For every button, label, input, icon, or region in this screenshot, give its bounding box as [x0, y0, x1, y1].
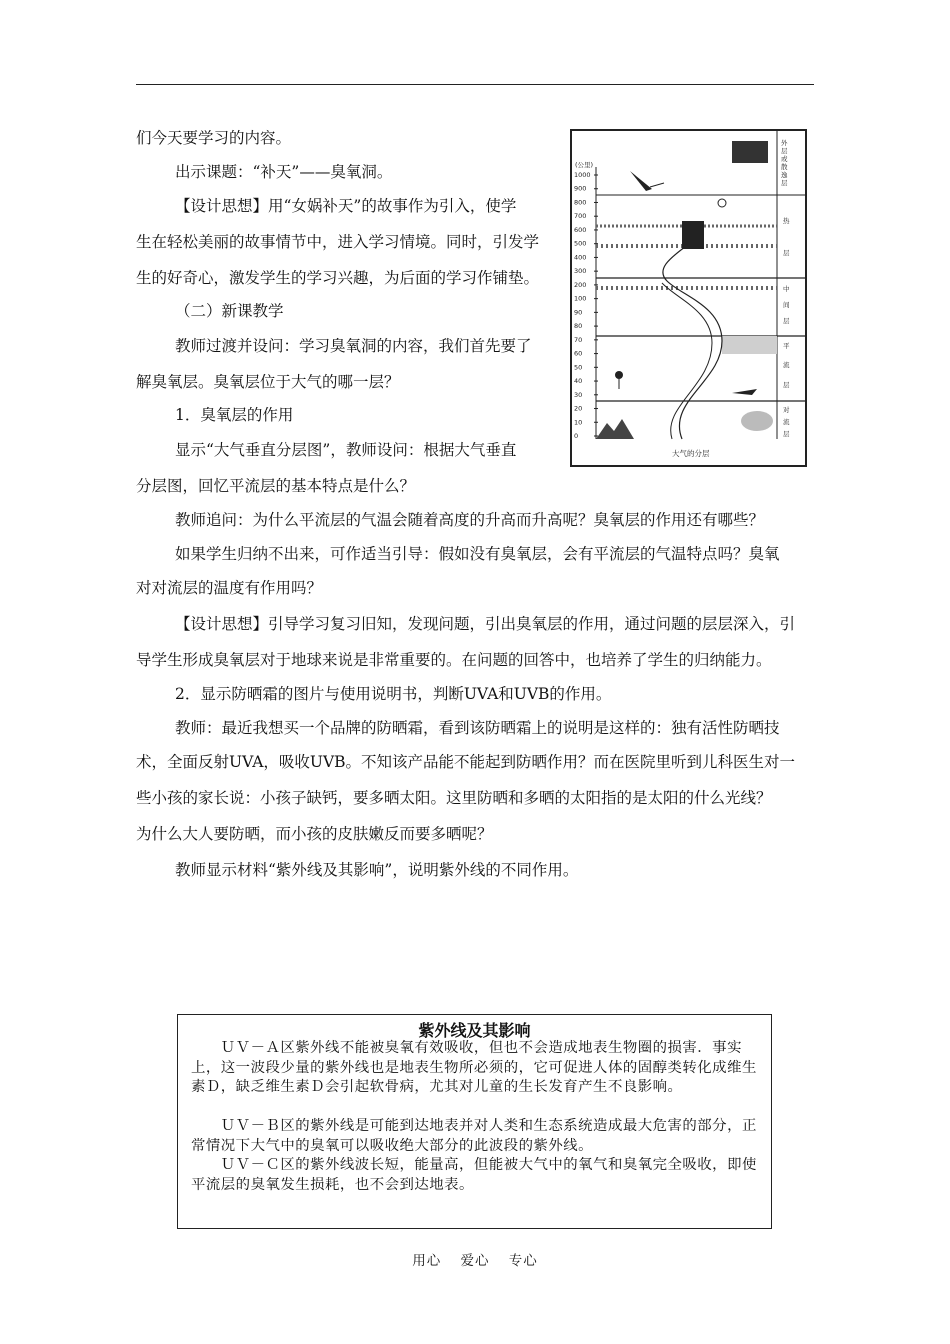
axis-tick-label: 800: [574, 198, 587, 207]
subheading: 2．显示防晒霜的图片与使用说明书，判断UVA和UVB的作用。: [175, 685, 612, 703]
svg-text:层: 层: [783, 317, 790, 325]
axis-tick-label: 100: [574, 294, 587, 303]
paragraph: 解臭氧层。臭氧层位于大气的哪一层？: [136, 373, 400, 391]
uv-b-paragraph: ＵＶ－Ｂ区的紫外线是可能到达地表并对人类和生态系统造成最大危害的部分，正常情况下大气中的臭氧可以吸收绝大部分的此波段的紫外线。: [191, 1118, 757, 1154]
page-footer: [0, 1249, 950, 1269]
footer-item: 专心: [508, 1253, 538, 1269]
section-heading: （二）新课教学: [175, 302, 284, 320]
svg-text:层: 层: [783, 381, 790, 389]
svg-text:层: 层: [783, 430, 790, 438]
paragraph: 教师追问：为什么平流层的气温会随着高度的升高而升高呢？臭氧层的作用还有哪些？: [175, 511, 765, 529]
svg-text:散: 散: [781, 163, 788, 171]
figure-caption: 大气的分层: [672, 449, 710, 458]
axis-tick-label: 900: [574, 184, 587, 193]
svg-text:层: 层: [781, 179, 788, 187]
subheading: 1．臭氧层的作用: [175, 406, 294, 424]
paragraph: 教师显示材料“紫外线及其影响”，说明紫外线的不同作用。: [175, 861, 579, 879]
axis-unit-label: (公里): [575, 161, 594, 169]
axis-tick-label: 50: [574, 363, 583, 372]
axis-tick-label: 90: [574, 308, 583, 317]
axis-tick-label: 500: [574, 239, 587, 248]
axis-tick-label: 400: [574, 253, 587, 262]
paragraph: 教师过渡并设问：学习臭氧洞的内容，我们首先要了: [175, 337, 532, 355]
atmosphere-diagram: [572, 131, 805, 465]
axis-tick-label: 20: [574, 404, 583, 413]
axis-tick-label: 1000: [574, 171, 591, 179]
axis-tick-label: 10: [574, 418, 583, 427]
axis-tick-label: 30: [574, 390, 583, 399]
paragraph: 如果学生归纳不出来，可作适当引导：假如没有臭氧层，会有平流层的气温特点吗？臭氧: [175, 545, 780, 563]
svg-text:外: 外: [781, 139, 788, 147]
uv-c-paragraph: ＵＶ－Ｃ区的紫外线波长短，能量高，但能被大气中的氧气和臭氧完全吸收，即使平流层的臭氧发生损耗，也不会到达地表。: [191, 1157, 757, 1193]
paragraph: 出示课题：“补天”——臭氧洞。: [175, 163, 393, 181]
footer-item: 爱心: [460, 1253, 490, 1269]
axis-tick-label: 60: [574, 349, 583, 358]
axis-tick-label: 200: [574, 280, 587, 289]
svg-text:逸: 逸: [781, 171, 788, 179]
axis-tick-label: 300: [574, 267, 587, 276]
axis-tick-label: 600: [574, 225, 587, 234]
svg-text:对: 对: [783, 406, 790, 414]
uv-info-box: [177, 1014, 772, 1229]
axis-tick-label: 80: [574, 322, 583, 331]
svg-text:中: 中: [783, 285, 790, 293]
svg-text:流: 流: [783, 361, 790, 369]
axis-tick-label: 700: [574, 212, 587, 221]
header-rule: [136, 84, 814, 85]
svg-text:层: 层: [783, 249, 790, 257]
uv-box-title: 紫外线及其影响: [418, 1021, 531, 1040]
paragraph: 显示“大气垂直分层图”，教师设问：根据大气垂直: [175, 441, 517, 459]
paragraph: 分层图，回忆平流层的基本特点是什么？: [136, 477, 416, 495]
paragraph: 导学生形成臭氧层对于地球来说是非常重要的。在问题的回答中，也培养了学生的归纳能力。: [136, 651, 772, 669]
svg-text:间: 间: [783, 301, 790, 309]
paragraph: 为什么大人要防晒，而小孩的皮肤嫩反而要多晒呢？: [136, 825, 493, 843]
paragraph: 生的好奇心，激发学生的学习兴趣，为后面的学习作铺垫。: [136, 269, 540, 287]
footer-item: 用心: [412, 1253, 442, 1269]
axis-tick-label: 70: [574, 335, 583, 344]
axis-tick-label: 0: [574, 432, 579, 440]
svg-text:或: 或: [781, 155, 788, 163]
axis-tick-label: 40: [574, 377, 583, 386]
paragraph: 【设计思想】用“女娲补天”的故事作为引入，使学: [175, 197, 517, 215]
uv-a-paragraph: ＵＶ－Ａ区紫外线不能被臭氧有效吸收，但也不会造成地表生物圈的损害．事实上，这一波段少量的紫外线也是地表生物所必须的，它可促进人体的固醇类转化成维生素Ｄ，缺乏维生素Ｄ会引起软骨病，尤其对儿童的生长发育产生不良影响。: [191, 1040, 757, 1095]
paragraph: 【设计思想】引导学习复习旧知，发现问题，引出臭氧层的作用，通过问题的层层深入，引: [175, 615, 796, 633]
svg-text:热: 热: [783, 217, 790, 225]
svg-text:平: 平: [783, 342, 790, 350]
svg-text:层: 层: [781, 147, 788, 155]
paragraph: 术，全面反射UVA，吸收UVB。不知该产品能不能起到防晒作用？而在医院里听到儿科医生对一: [136, 753, 796, 771]
svg-text:流: 流: [783, 418, 790, 426]
paragraph: 对对流层的温度有作用吗？: [136, 579, 323, 597]
paragraph: 教师：最近我想买一个品牌的防晒霜，看到该防晒霜上的说明是这样的：独有活性防晒技: [175, 719, 780, 737]
atmosphere-layer-figure: [570, 129, 807, 467]
paragraph: 们今天要学习的内容。: [136, 129, 292, 147]
paragraph: 些小孩的家长说：小孩子缺钙，要多晒太阳。这里防晒和多晒的太阳指的是太阳的什么光线？: [136, 789, 772, 807]
paragraph: 生在轻松美丽的故事情节中，进入学习情境。同时，引发学: [136, 233, 540, 251]
